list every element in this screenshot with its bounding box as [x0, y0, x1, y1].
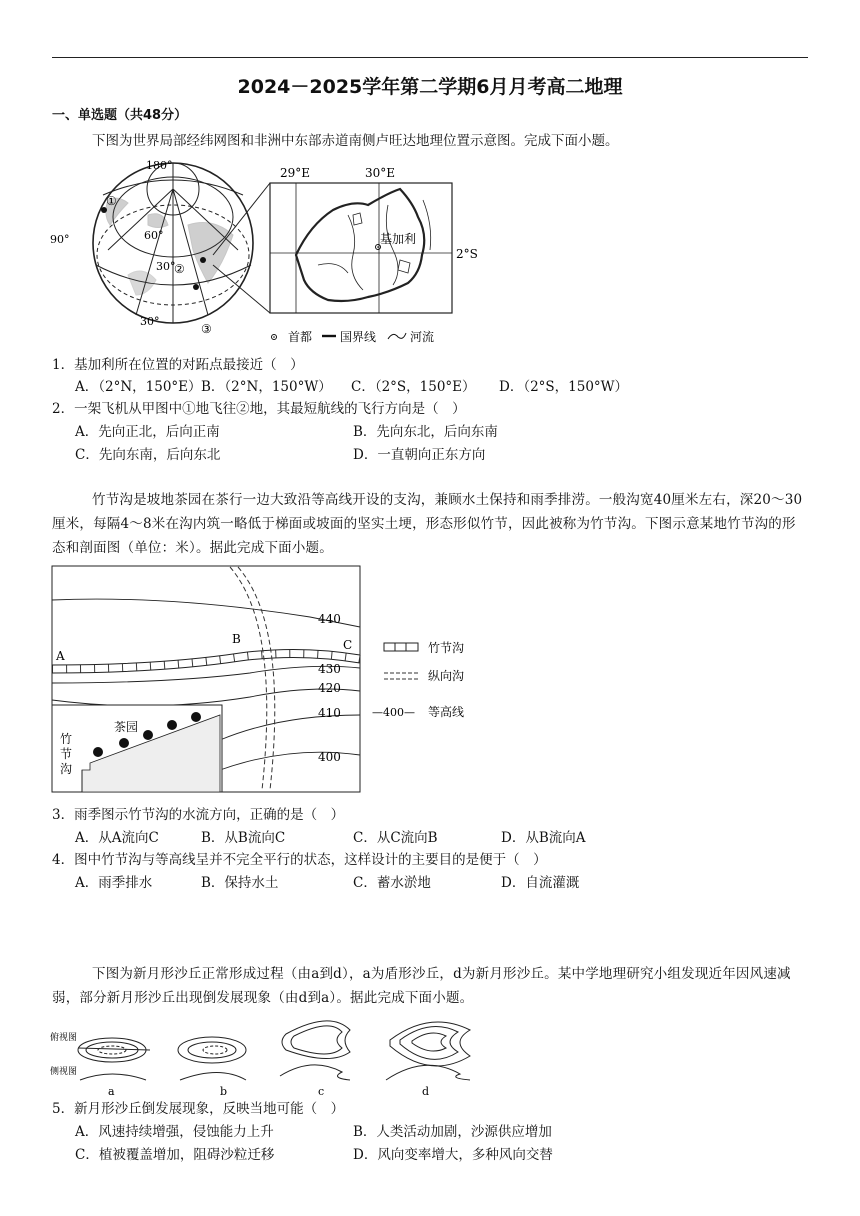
- dune-d: [386, 1022, 470, 1080]
- contour-440: 440: [318, 612, 341, 626]
- question-4-stem: 4．图中竹节沟与等高线呈并不完全平行的状态，这样设计的主要目的是便于（ ）: [52, 852, 547, 868]
- point-3-label: ③: [201, 322, 212, 336]
- side-view-label: 侧视图: [50, 1067, 78, 1077]
- contour-410: 410: [318, 706, 341, 720]
- question-5-stem: 5．新月形沙丘倒发展现象，反映当地可能（ ）: [52, 1101, 345, 1117]
- q3-option-b[interactable]: B．从B流向C: [201, 830, 286, 846]
- point-b: B: [232, 632, 241, 646]
- svg-text:节: 节: [60, 747, 73, 761]
- question-1-stem: 1．基加利所在位置的对跖点最接近（ ）: [52, 357, 304, 373]
- point-1-label: ①: [106, 194, 117, 208]
- header-rule: [52, 57, 808, 58]
- page-title: 2024－2025学年第二学期6月月考高二地理: [237, 76, 623, 98]
- top-view-label: 俯视图: [50, 1033, 78, 1043]
- legend-contour-sample: —400—: [372, 706, 415, 719]
- q1-option-c[interactable]: C．（2°S，150°E）: [351, 379, 476, 395]
- q5-option-c[interactable]: C．植被覆盖增加，阻碍沙粒迁移: [75, 1147, 275, 1163]
- intro-paragraph-3: 下图为新月形沙丘正常形成过程（由a到d），a为盾形沙丘，d为新月形沙丘。某中学地理研究小组发现近年因风速减弱，部分新月形沙丘出现倒发展现象（由d到a）。据此完成下面小题。: [52, 966, 791, 1006]
- q5-option-b[interactable]: B．人类活动加剧，沙源供应增加: [353, 1124, 552, 1140]
- intro-paragraph-2: 竹节沟是坡地茶园在茶行一边大致沿等高线开设的支沟，兼顾水土保持和雨季排涝。一般沟宽40厘米左右，深20～30厘米，每隔4～8米在沟内筑一略低于梯面或坡面的坚实土埂，形态形似竹节，因此被称为竹节沟。下图示意某地竹节沟的形态和剖面图（单位：米）。据此完成下面小题。: [52, 492, 803, 556]
- q5-option-a[interactable]: A．风速持续增强，侵蚀能力上升: [75, 1124, 274, 1140]
- dune-a: [78, 1038, 150, 1080]
- q1-option-a[interactable]: A．（2°N，150°E）: [75, 379, 202, 395]
- map-label-kigali: 基加利: [380, 232, 417, 246]
- globe-label-30a: 30°: [156, 260, 176, 273]
- dune-c: [280, 1021, 350, 1080]
- map-label-29E: 29°E: [280, 166, 311, 180]
- q4-option-a[interactable]: A．雨季排水: [75, 875, 153, 891]
- vertical-ditch-legend-icon: [384, 673, 418, 679]
- globe-diagram: [93, 163, 253, 323]
- contour-430: 430: [318, 662, 341, 676]
- river-legend-icon: [388, 333, 406, 339]
- vertical-ditch-line: [230, 567, 267, 790]
- dune-label-c: c: [318, 1085, 325, 1098]
- question-5-options: [75, 1121, 815, 1165]
- globe-label-60: 60°: [144, 229, 164, 242]
- point-2-label: ②: [174, 262, 185, 276]
- q2-option-c[interactable]: C．先向东南，后向东北: [75, 447, 221, 463]
- point-c: C: [343, 638, 353, 652]
- figure-bamboo-ditch: [50, 565, 490, 795]
- rwanda-map: [270, 183, 452, 313]
- legend-bamboo: 竹节沟: [428, 641, 465, 655]
- map-label-2S: 2°S: [456, 247, 478, 261]
- point-a: A: [56, 649, 65, 663]
- section-heading: 一、单选题（共48分）: [52, 108, 188, 123]
- contour-420: 420: [318, 681, 341, 695]
- q4-option-b[interactable]: B．保持水土: [201, 875, 279, 891]
- map-label-30E: 30°E: [365, 166, 396, 180]
- q4-option-c[interactable]: C．蓄水淤地: [353, 875, 431, 891]
- globe-label-90: 90°: [50, 233, 70, 246]
- bamboo-ditch-line: [52, 649, 360, 665]
- q2-option-b[interactable]: B．先向东北，后向东南: [353, 424, 498, 440]
- q1-option-b[interactable]: B．（2°N，150°W）: [201, 379, 332, 395]
- dune-b: [178, 1037, 246, 1080]
- q3-option-a[interactable]: A．从A流向C: [75, 830, 159, 846]
- dune-label-d: d: [422, 1085, 430, 1098]
- svg-text:沟: 沟: [60, 762, 73, 776]
- dune-label-a: a: [108, 1085, 115, 1098]
- figure-globe-rwanda: [48, 155, 488, 350]
- q1-option-d[interactable]: D．（2°S，150°W）: [499, 379, 629, 395]
- q4-option-d[interactable]: D．自流灌溉: [501, 875, 580, 891]
- intro-paragraph-1: 下图为世界局部经纬网图和非洲中东部赤道南侧卢旺达地理位置示意图。完成下面小题。: [92, 133, 619, 149]
- q3-option-c[interactable]: C．从C流向B: [353, 830, 438, 846]
- question-1-options: [75, 376, 815, 398]
- q2-option-a[interactable]: A．先向正北，后向正南: [75, 424, 220, 440]
- legend-contour: 等高线: [428, 705, 465, 719]
- question-3-options: [75, 827, 815, 849]
- side-label: 竹: [60, 732, 73, 746]
- q2-option-d[interactable]: D．一直朝向正东方向: [353, 447, 486, 463]
- legend-vertical: 纵向沟: [428, 669, 465, 683]
- question-2-options: [75, 421, 815, 465]
- dune-label-b: b: [220, 1085, 228, 1098]
- tea-garden-label: 茶园: [114, 720, 139, 734]
- globe-label-180: 180°: [146, 159, 173, 172]
- legend-river: 河流: [410, 330, 435, 344]
- globe-label-30b: 30°: [140, 315, 160, 328]
- figure-dune-evolution: [50, 1010, 490, 1098]
- legend-border: 国界线: [340, 330, 377, 344]
- question-3-stem: 3．雨季图示竹节沟的水流方向，正确的是（ ）: [52, 807, 345, 823]
- q3-option-d[interactable]: D．从B流向A: [501, 830, 586, 846]
- question-4-options: [75, 872, 815, 894]
- bamboo-ditch-legend-icon: [384, 643, 418, 651]
- q5-option-d[interactable]: D．风向变率增大，多种风向交替: [353, 1147, 553, 1163]
- contour-400: 400: [318, 750, 341, 764]
- question-2-stem: 2．一架飞机从甲图中①地飞往②地，其最短航线的飞行方向是（ ）: [52, 401, 466, 417]
- legend-capital: 首都: [288, 330, 313, 344]
